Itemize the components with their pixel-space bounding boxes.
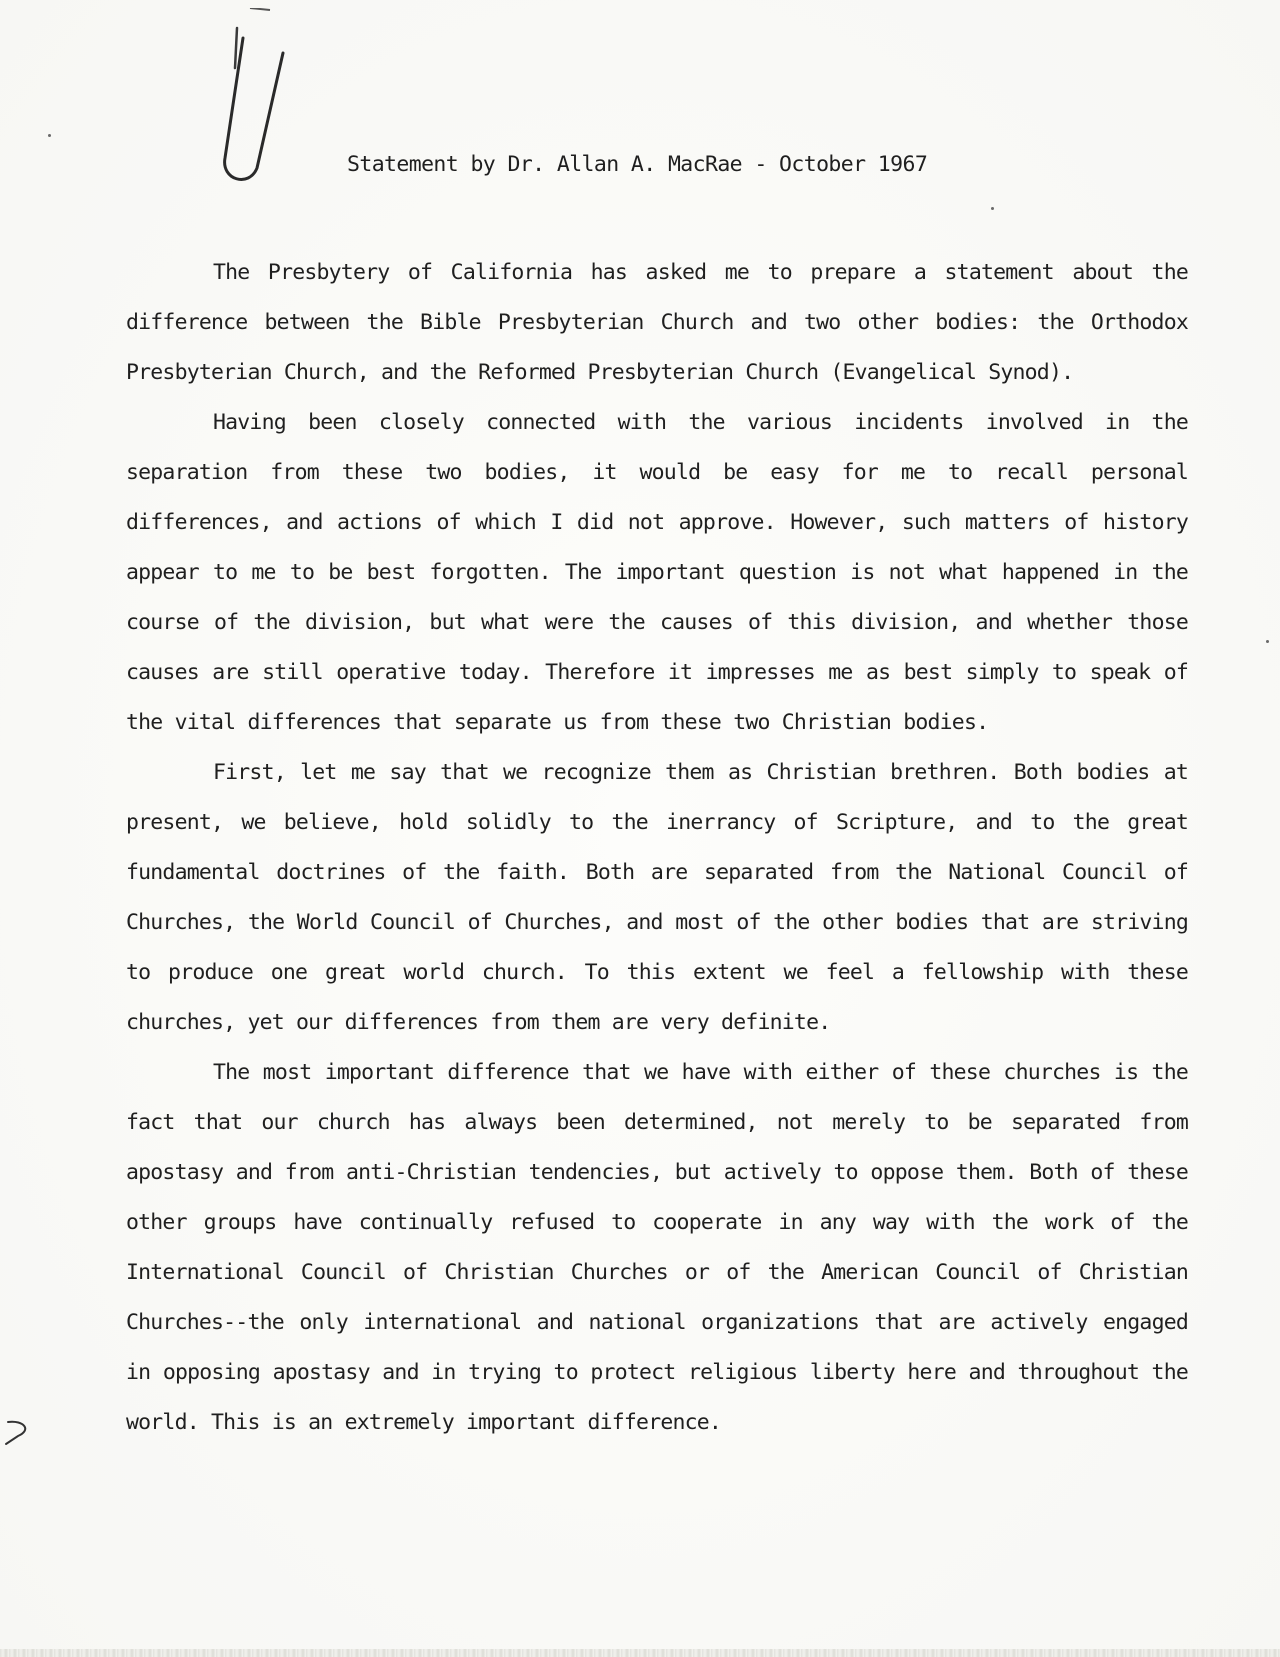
scan-bottom-edge bbox=[0, 1649, 1280, 1657]
paper-speck bbox=[1266, 640, 1269, 643]
paragraph-4: The most important difference that we have with either of these churches is the fact that our church has always been determined, not merely to be separated from apostasy and from anti-Christian tendencies, but actively to oppose them. Both of these other groups have continually refused to cooperate in any way with the work of the International Council of Christian Churches or of the American Council of Christian Churches--the only international and national organizations that are actively engaged in opposing apostasy and in trying to protect religious liberty here and throughout the world. This is an extremely important difference. bbox=[126, 1060, 1188, 1435]
document-body bbox=[126, 248, 1188, 1448]
paragraph-3: First, let me say that we recognize them as Christian brethren. Both bodies at present, we believe, hold solidly to the inerrancy of Scripture, and to the great fundamental doctrines of the faith. Both are separated from the National Council of Churches, the World Council of Churches, and most of the other bodies that are striving to produce one great world church. To this extent we feel a fellowship with these churches, yet our differences from them are very definite. bbox=[126, 760, 1188, 1035]
paper-speck bbox=[48, 134, 51, 137]
margin-bracket-icon bbox=[4, 1418, 36, 1448]
paragraph-2: Having been closely connected with the various incidents involved in the separation from these two bodies, it would be easy for me to recall personal differences, and actions of which I did not approve. However, such matters of history appear to me to be best forgotten. The important question is not what happened in the course of the division, but what were the causes of this division, and whether those causes are still operative today. Therefore it impresses me as best simply to speak of the vital differences that separate us from these two Christian bodies. bbox=[126, 410, 1188, 735]
paragraph-1: The Presbytery of California has asked me to prepare a statement about the difference between the Bible Presbyterian Church and two other bodies: the Orthodox Presbyterian Church, and the Reformed Presbyterian Church (Evangelical Synod). bbox=[126, 260, 1188, 385]
paper-speck bbox=[991, 207, 994, 210]
document-title: Statement by Dr. Allan A. MacRae - October 1967 bbox=[347, 152, 928, 177]
